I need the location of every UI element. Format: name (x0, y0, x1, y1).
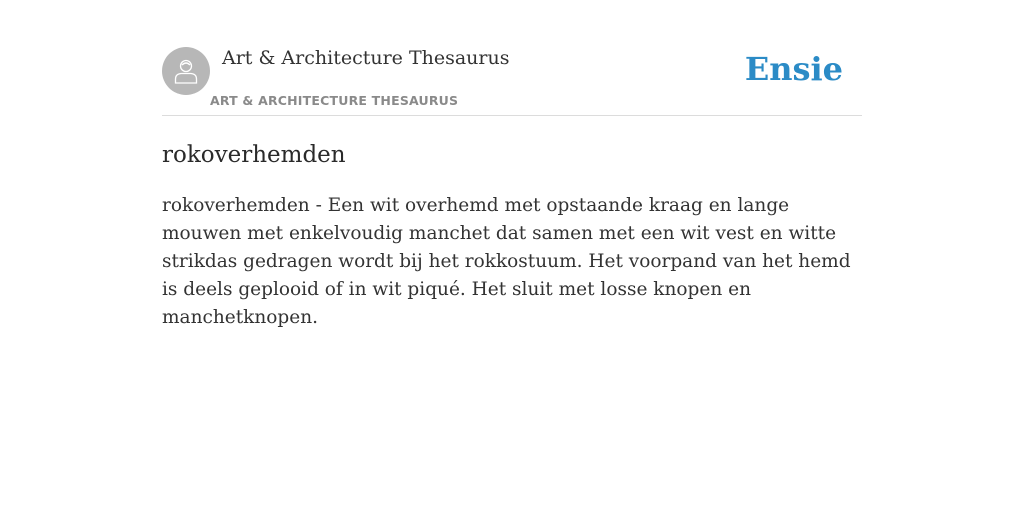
user-icon (171, 56, 201, 86)
author-subtitle: ART & ARCHITECTURE THESAURUS (210, 93, 459, 108)
content-container (162, 0, 862, 328)
definition-text: rokoverhemden - Een wit overhemd met opstaande kraag en lange mouwen met enkelvoudig manchet dat samen met een wit vest en witte strikdas gedragen wordt bij het rokkostuum. Het voorpand van het hemd is deels geplooid of in wit piqué. Het sluit met losse knopen en manchetknopen. (162, 195, 851, 328)
page-title: rokoverhemden (162, 142, 346, 168)
avatar[interactable] (162, 47, 210, 95)
header (162, 0, 862, 116)
author-name[interactable]: Art & Architecture Thesaurus (222, 47, 510, 69)
brand-logo[interactable]: Ensie (744, 50, 843, 88)
